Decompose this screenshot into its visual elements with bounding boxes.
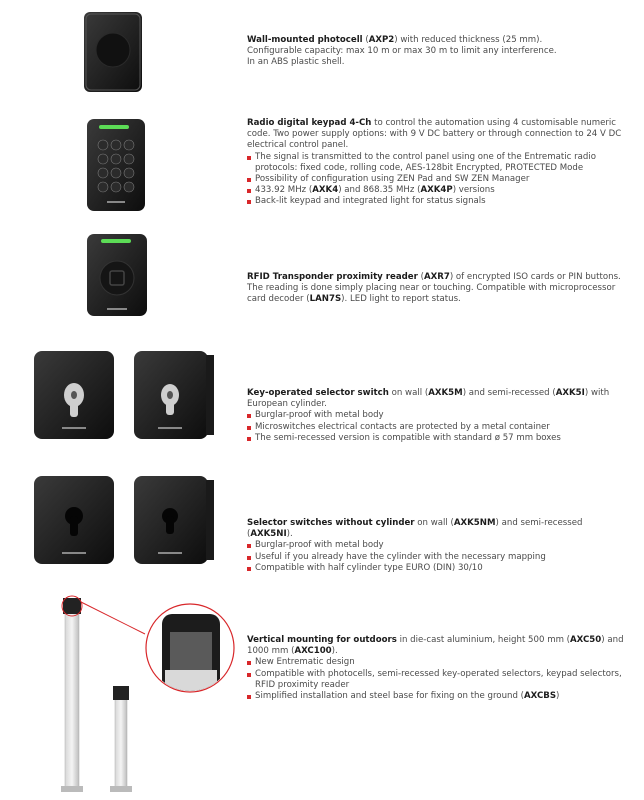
key-selector-bullets (247, 410, 627, 444)
photocell-image (80, 8, 150, 98)
product-code: AXK5M (428, 388, 463, 398)
rfid-title: RFID Transponder proximity reader (247, 272, 418, 282)
text: ) with reduced thickness (25 mm). (394, 35, 543, 45)
bullet-item: Compatible with photocells, semi-recessed key-operated selectors, keypad selectors, RFID proximity reader (247, 669, 627, 691)
rfid-desc (247, 272, 627, 306)
text: ) and semi-recessed ( (462, 388, 556, 398)
section-vertical-mounting (247, 635, 627, 702)
bullet-item: Useful if you already have the cylinder with the necessary mapping (247, 552, 627, 563)
rfid-reader-image (85, 232, 151, 320)
text: to control the automation using 4 customisable numeric code. Two power supply options: with 9 V DC battery or through connection to 24 V DC electrical control panel. (247, 118, 622, 151)
selector-no-cylinder-bullets (247, 540, 627, 574)
key-selector-image (30, 345, 220, 445)
text: ). (286, 529, 293, 540)
product-code: AXR7 (423, 272, 450, 282)
text: on wall ( (414, 518, 454, 528)
section-rfid (247, 272, 627, 306)
text: ) versions (452, 185, 495, 196)
keypad-desc (247, 118, 627, 152)
product-code: AXK5I (555, 388, 585, 398)
bullet-item: Microswitches electrical contacts are protected by a metal container (247, 422, 627, 433)
text: ) with European cylinder. (247, 388, 610, 410)
key-selector-title: Key-operated selector switch (247, 388, 389, 398)
vertical-mounting-desc (247, 635, 627, 657)
section-keypad (247, 118, 627, 208)
product-code: AXC100 (294, 646, 332, 657)
bullet-item (247, 185, 627, 196)
key-selector-desc (247, 388, 627, 410)
selector-no-cylinder-title: Selector switches without cylinder (247, 518, 415, 528)
bullet-item: Compatible with half cylinder type EURO (DIN) 30/10 (247, 563, 627, 574)
bullet-item (247, 691, 627, 702)
vertical-mounting-image (50, 592, 245, 797)
keypad-image (85, 117, 149, 215)
product-code: AXK4 (312, 185, 339, 196)
text: ) of encrypted ISO cards or PIN buttons. The reading is done simply placing near or touching. Compatible with microprocessor card decoder ( (247, 272, 621, 305)
text: on wall ( (388, 388, 429, 398)
product-code: AXK5NM (453, 518, 496, 528)
text: ) and 1000 mm ( (247, 635, 624, 657)
text: ) and semi-recessed ( (247, 518, 583, 540)
section-key-selector (247, 388, 627, 444)
text: ( (417, 272, 424, 282)
photocell-capacity: Configurable capacity: max 10 m or max 30 m to limit any interference. (247, 46, 557, 57)
bullet-item: New Entrematic design (247, 657, 627, 668)
text: ). LED light to report status. (341, 294, 461, 305)
text: ) and 868.35 MHz ( (338, 185, 421, 196)
text: ( (362, 35, 369, 45)
photocell-desc (247, 35, 627, 46)
bullet-item: The semi-recessed version is compatible with standard ø 57 mm boxes (247, 433, 627, 444)
text: ) (556, 691, 560, 702)
product-code: AXP2 (368, 35, 395, 45)
product-code: AXCBS (524, 691, 557, 702)
bullet-item: Burglar-proof with metal body (247, 540, 627, 551)
selector-no-cylinder-desc (247, 518, 627, 540)
photocell-shell: In an ABS plastic shell. (247, 57, 345, 68)
product-code: AXC50 (570, 635, 602, 645)
bullet-item: Burglar-proof with metal body (247, 410, 627, 421)
product-code: AXK5NI (250, 529, 287, 540)
product-code: AXK4P (420, 185, 453, 196)
bullet-item: Possibility of configuration using ZEN Pad and SW ZEN Manager (247, 174, 627, 185)
section-selector-no-cylinder (247, 518, 627, 574)
product-code: LAN7S (309, 294, 342, 305)
section-photocell (247, 35, 627, 69)
bullet-item: Back-lit keypad and integrated light for status signals (247, 196, 627, 207)
keypad-title: Radio digital keypad 4-Ch (247, 118, 372, 128)
selector-without-cylinder-image (30, 470, 220, 570)
vertical-mounting-title: Vertical mounting for outdoors (247, 635, 397, 645)
text: ). (331, 646, 338, 657)
text: 433.92 MHz ( (255, 185, 313, 196)
vertical-mounting-bullets (247, 657, 627, 702)
bullet-item: The signal is transmitted to the control panel using one of the Entrematic radio protocols: fixed code, rolling code, AES-128bit Encrypted, PROTECTED Mode (247, 152, 627, 174)
photocell-title: Wall-mounted photocell (247, 35, 363, 45)
text: in die-cast aluminium, height 500 mm ( (396, 635, 571, 645)
keypad-bullets (247, 152, 627, 208)
text: Simplified installation and steel base for fixing on the ground ( (255, 691, 524, 702)
